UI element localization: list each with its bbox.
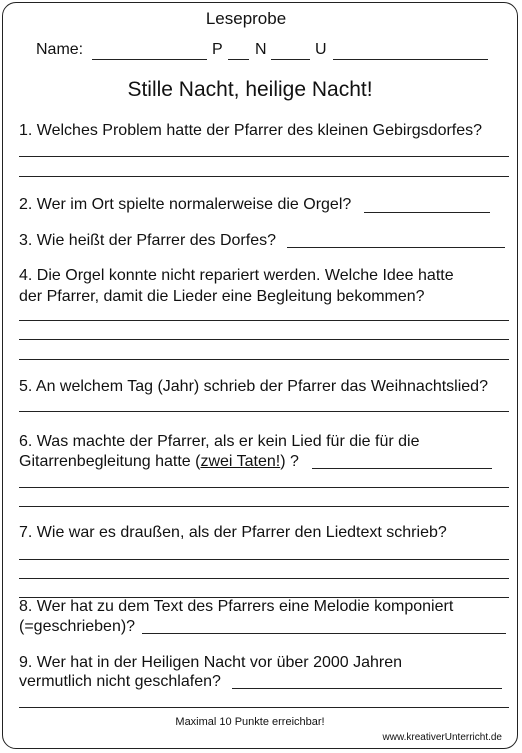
- question-7-text: 7. Wie war es draußen, als der Pfarrer den Liedtext schrieb?: [19, 524, 447, 541]
- question-6-text-cont: Gitarrenbegleitung hatte (zwei Taten!) ?: [19, 453, 299, 470]
- question-5-text: 5. An welchem Tag (Jahr) schrieb der Pfarrer das Weihnachtslied?: [19, 378, 488, 395]
- answer-line[interactable]: [312, 468, 492, 469]
- question-8-text: 8. Wer hat zu dem Text des Pfarrers eine Melodie komponiert: [19, 598, 454, 615]
- answer-line[interactable]: [19, 578, 509, 579]
- answer-line[interactable]: [19, 176, 509, 177]
- answer-line[interactable]: [232, 688, 502, 689]
- u-field[interactable]: [333, 59, 488, 60]
- question-8-text-cont: (=geschrieben)?: [19, 618, 136, 635]
- question-3-text: 3. Wie heißt der Pfarrer des Dorfes?: [19, 232, 276, 249]
- answer-line[interactable]: [19, 707, 509, 708]
- n-label: N: [255, 41, 267, 58]
- answer-line[interactable]: [19, 559, 509, 560]
- answer-line[interactable]: [19, 156, 509, 157]
- name-label: Name:: [36, 41, 84, 58]
- worksheet-heading: Leseprobe: [205, 9, 287, 28]
- answer-line[interactable]: [19, 506, 509, 507]
- answer-line[interactable]: [364, 212, 490, 213]
- name-field[interactable]: [92, 59, 207, 60]
- worksheet-border: [2, 2, 518, 749]
- answer-line[interactable]: [142, 633, 506, 634]
- answer-line[interactable]: [19, 339, 509, 340]
- website-credit: www.kreativerUnterricht.de: [382, 732, 502, 743]
- p-field[interactable]: [228, 59, 249, 60]
- answer-line[interactable]: [287, 247, 505, 248]
- question-2-text: 2. Wer im Ort spielte normalerweise die Orgel?: [19, 196, 352, 213]
- p-label: P: [212, 41, 223, 58]
- answer-line[interactable]: [19, 320, 509, 321]
- question-1-text: 1. Welches Problem hatte der Pfarrer des kleinen Gebirgsdorfes?: [19, 122, 483, 139]
- answer-line[interactable]: [19, 359, 509, 360]
- emphasis-two-actions: zwei Taten!: [200, 453, 281, 470]
- question-4-text-cont: der Pfarrer, damit die Lieder eine Begleitung bekommen?: [19, 288, 425, 305]
- answer-line[interactable]: [19, 487, 509, 488]
- points-note: Maximal 10 Punkte erreichbar!: [175, 716, 325, 728]
- u-label: U: [315, 41, 327, 58]
- n-field[interactable]: [271, 59, 310, 60]
- answer-line[interactable]: [19, 411, 509, 412]
- question-4-text: 4. Die Orgel konnte nicht repariert werden. Welche Idee hatte: [19, 267, 454, 284]
- question-6-text: 6. Was machte der Pfarrer, als er kein Lied für die für die: [19, 433, 420, 450]
- worksheet-title: Stille Nacht, heilige Nacht!: [127, 78, 373, 101]
- question-9-text: 9. Wer hat in der Heiligen Nacht vor über 2000 Jahren: [19, 654, 403, 671]
- question-9-text-cont: vermutlich nicht geschlafen?: [19, 673, 221, 690]
